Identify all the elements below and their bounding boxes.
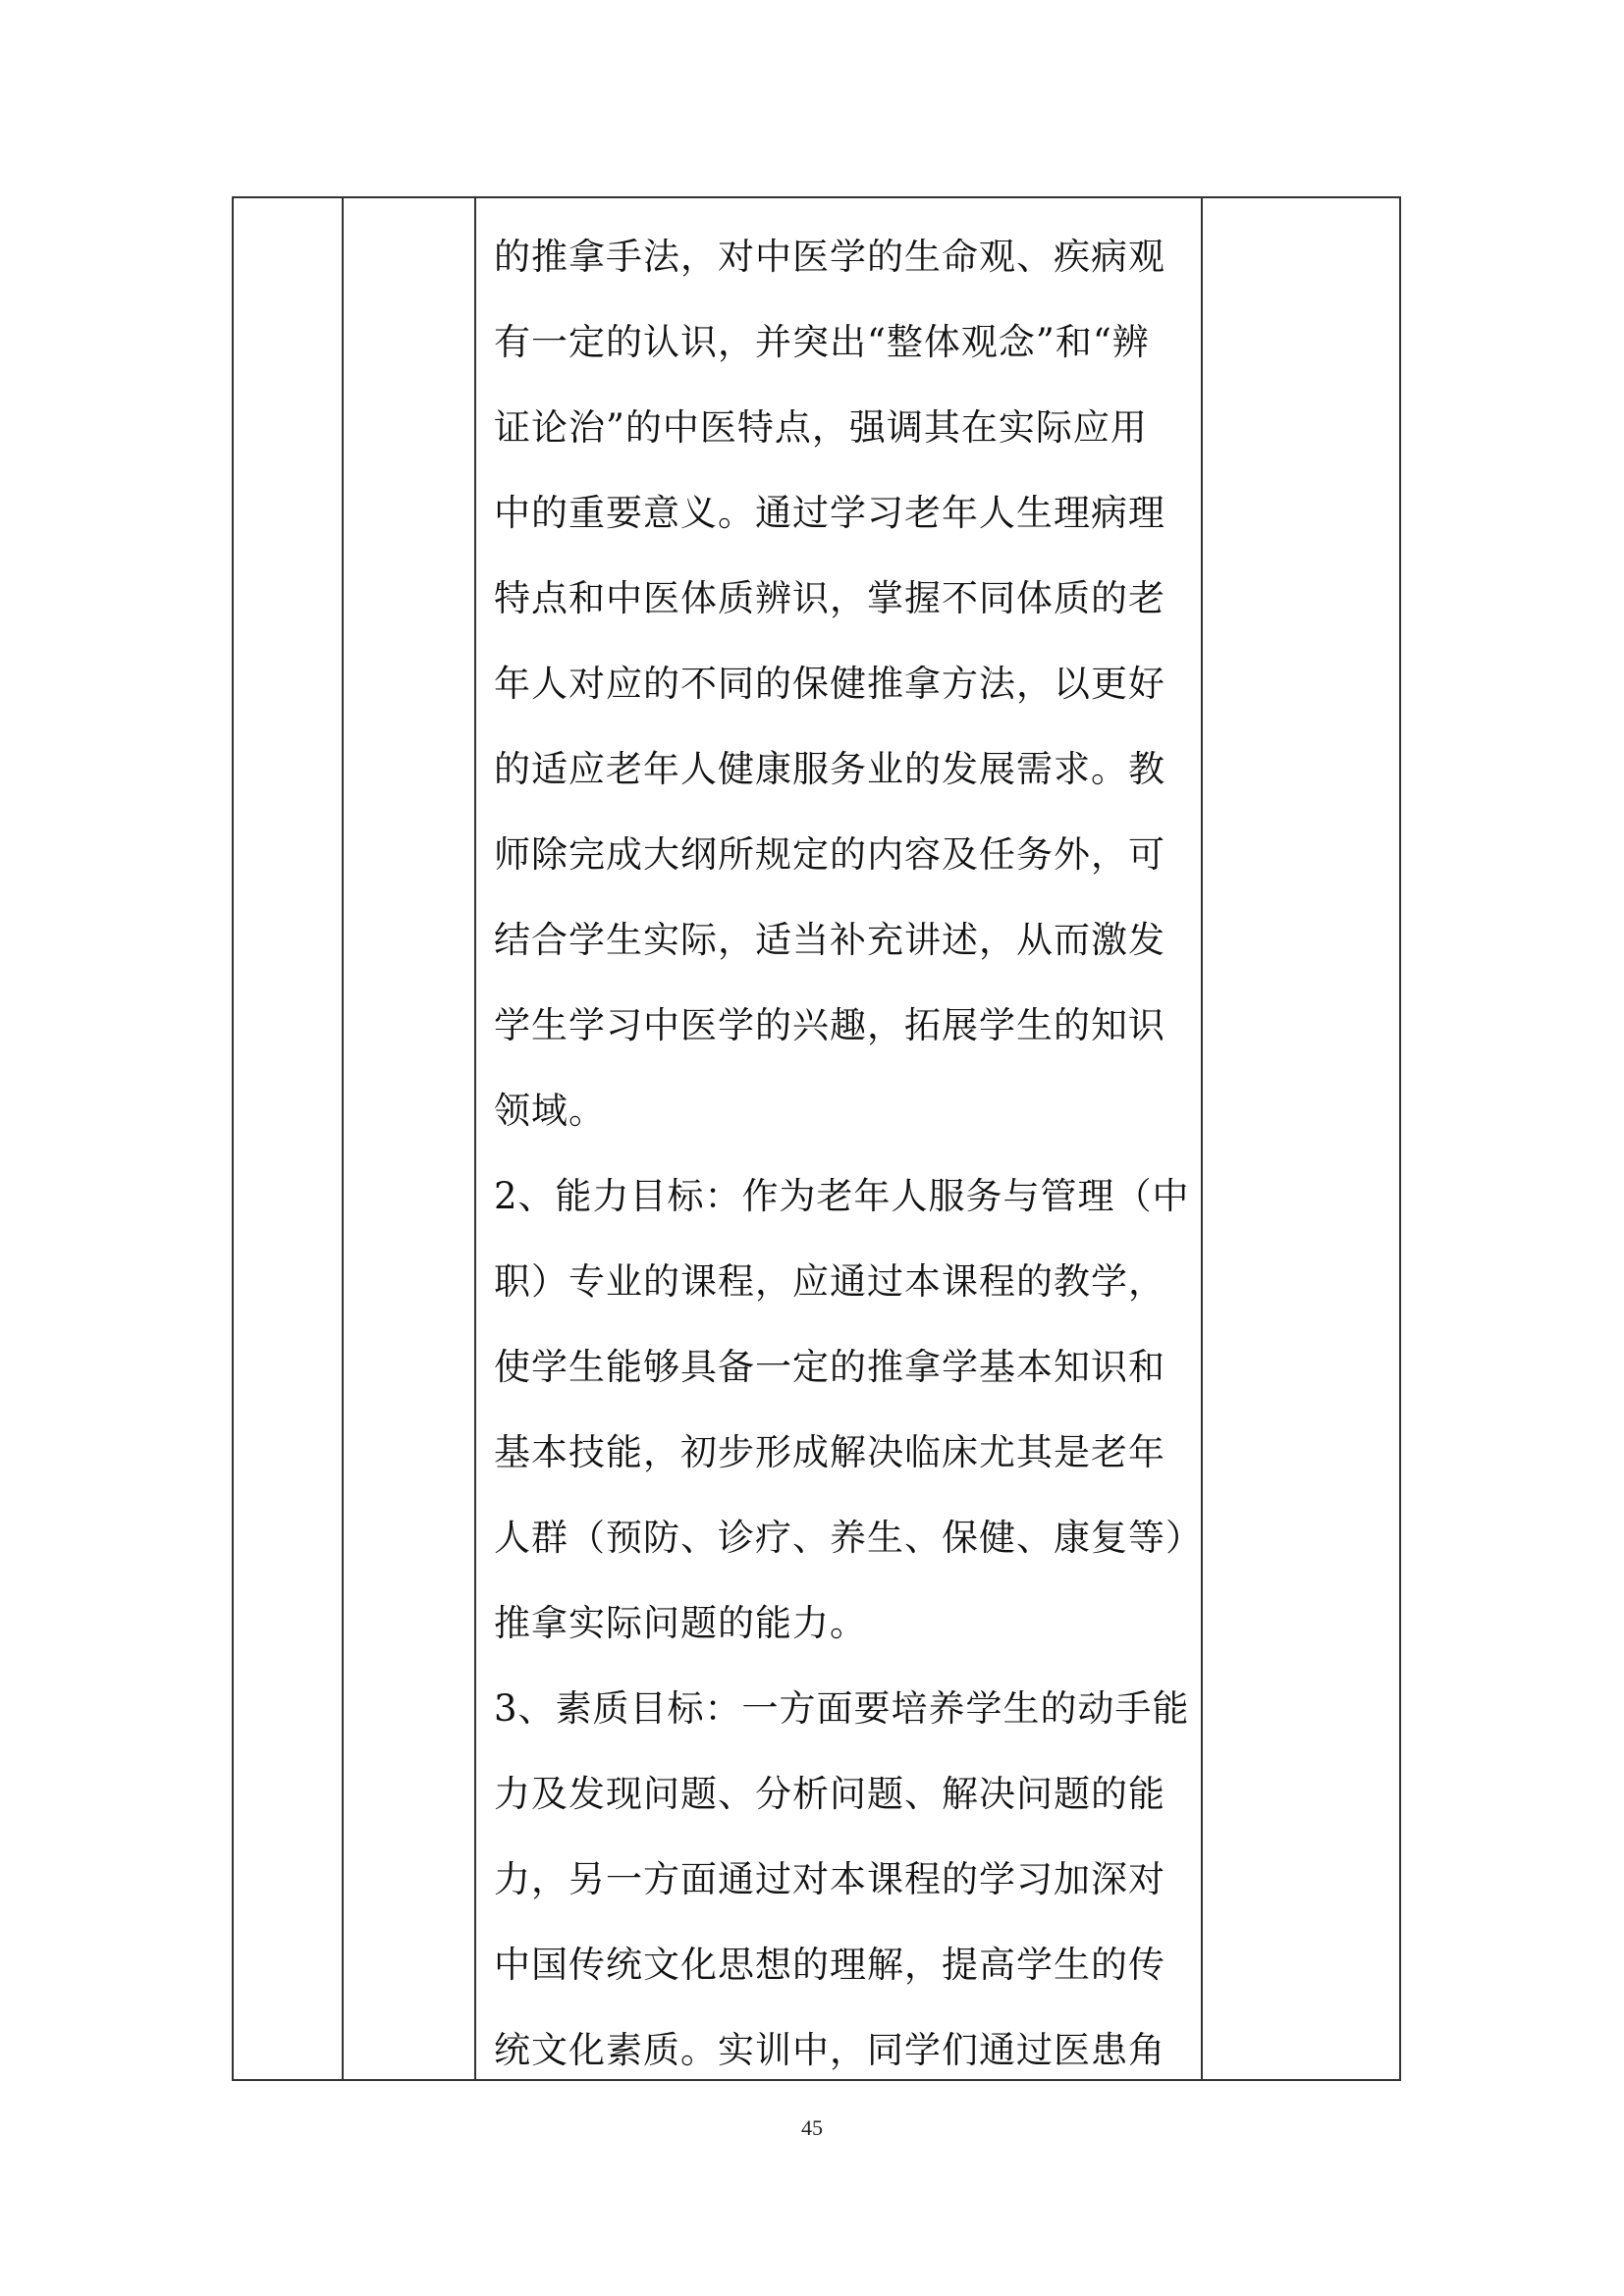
content-line: 的适应老年人健康服务业的发展需求。教: [494, 748, 1165, 790]
content-line: 力及发现问题、分析问题、解决问题的能: [494, 1773, 1165, 1815]
content-line: 2、能力目标：作为老年人服务与管理（中: [494, 1175, 1190, 1217]
table-column-content: [476, 198, 1203, 2079]
content-line: 3、素质目标：一方面要培养学生的动手能: [494, 1687, 1190, 1730]
table-column-1: [234, 198, 344, 2079]
content-line: 力，另一方面通过对本课程的学习加深对: [494, 1858, 1165, 1900]
content-line: 的推拿手法，对中医学的生命观、疾病观: [494, 236, 1165, 278]
content-line: 统文化素质。实训中，同学们通过医患角: [494, 2029, 1165, 2071]
table-column-4: [1203, 198, 1399, 2079]
content-line: 有一定的认识，并突出“整体观念”和“辨: [494, 321, 1150, 363]
content-line: 证论治”的中医特点，强调其在实际应用: [494, 406, 1148, 449]
content-line: 推拿实际问题的能力。: [494, 1602, 867, 1644]
content-line: 基本技能，初步形成解决临床尤其是老年: [494, 1431, 1165, 1473]
content-line: 人群（预防、诊疗、养生、保健、康复等）: [494, 1517, 1203, 1559]
content-line: 结合学生实际，适当补充讲述，从而激发: [494, 919, 1165, 961]
content-line: 职）专业的课程，应通过本课程的教学，: [494, 1260, 1165, 1303]
page-number: 45: [801, 2115, 823, 2140]
content-line: 中的重要意义。通过学习老年人生理病理: [494, 492, 1165, 534]
content-line: 中国传统文化思想的理解，提高学生的传: [494, 1944, 1165, 1986]
content-line: 年人对应的不同的保健推拿方法，以更好: [494, 663, 1165, 705]
content-line: 学生学习中医学的兴趣，拓展学生的知识: [494, 1004, 1165, 1046]
content-line: 师除完成大纲所规定的内容及任务外，可: [494, 833, 1165, 876]
content-line: 使学生能够具备一定的推拿学基本知识和: [494, 1346, 1165, 1388]
content-line: 领域。: [494, 1090, 606, 1132]
table-column-2: [344, 198, 476, 2079]
content-line: 特点和中医体质辨识，掌握不同体质的老: [494, 577, 1165, 619]
content-table: [232, 196, 1401, 2081]
